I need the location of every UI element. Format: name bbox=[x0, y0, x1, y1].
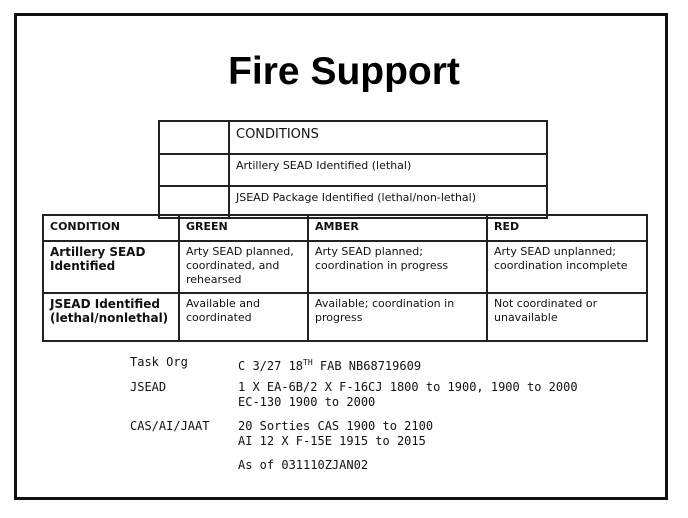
table-row bbox=[159, 154, 547, 186]
row-condition: JSEAD Identified (lethal/nonlethal) bbox=[43, 293, 179, 341]
task-org-value bbox=[238, 355, 421, 374]
column-header-green: GREEN bbox=[179, 215, 308, 241]
cas-line-1: 20 Sorties CAS 1900 to 2100 bbox=[238, 419, 434, 433]
cell-green: Available and coordinated bbox=[179, 293, 308, 341]
table-row bbox=[43, 293, 647, 341]
column-header-red: RED bbox=[487, 215, 647, 241]
cas-label: CAS/AI/JAAT bbox=[130, 419, 210, 433]
conditions-item: Artillery SEAD Identified (lethal) bbox=[229, 154, 547, 186]
jsead-line-2: EC-130 1900 to 2000 bbox=[238, 395, 376, 409]
conditions-table bbox=[158, 120, 548, 219]
table-row bbox=[43, 241, 647, 293]
as-of-dtg: As of 031110ZJAN02 bbox=[238, 458, 369, 472]
column-header-amber: AMBER bbox=[308, 215, 487, 241]
row-condition: Artillery SEAD Identified bbox=[43, 241, 179, 293]
table-header-row bbox=[43, 215, 647, 241]
jsead-label: JSEAD bbox=[130, 380, 167, 394]
task-org-label: Task Org bbox=[130, 355, 188, 369]
table-row bbox=[159, 121, 547, 154]
conditions-header: CONDITIONS bbox=[229, 121, 547, 154]
cell-amber: Available; coordination in progress bbox=[308, 293, 487, 341]
jsead-line-1: 1 X EA-6B/2 X F-16CJ 1800 to 1900, 1900 to 2000 bbox=[238, 380, 578, 394]
cell-amber: Arty SEAD planned; coordination in progress bbox=[308, 241, 487, 293]
status-table bbox=[42, 214, 648, 342]
task-org-unit: C 3/27 18 bbox=[238, 359, 304, 373]
table-cell bbox=[159, 121, 229, 154]
column-header-condition: CONDITION bbox=[43, 215, 179, 241]
cell-red: Arty SEAD unplanned; coordination incomplete bbox=[487, 241, 647, 293]
cell-red: Not coordinated or unavailable bbox=[487, 293, 647, 341]
task-org-grid: FAB NB68719609 bbox=[312, 359, 422, 373]
slide-title: Fire Support bbox=[228, 50, 460, 93]
cell-green: Arty SEAD planned, coordinated, and rehearsed bbox=[179, 241, 308, 293]
table-cell bbox=[159, 154, 229, 186]
conditions-item: JSEAD Package Identified (lethal/non-lethal) bbox=[229, 186, 547, 218]
task-org-ordinal: TH bbox=[303, 358, 313, 367]
cas-line-2: AI 12 X F-15E 1915 to 2015 bbox=[238, 434, 426, 448]
